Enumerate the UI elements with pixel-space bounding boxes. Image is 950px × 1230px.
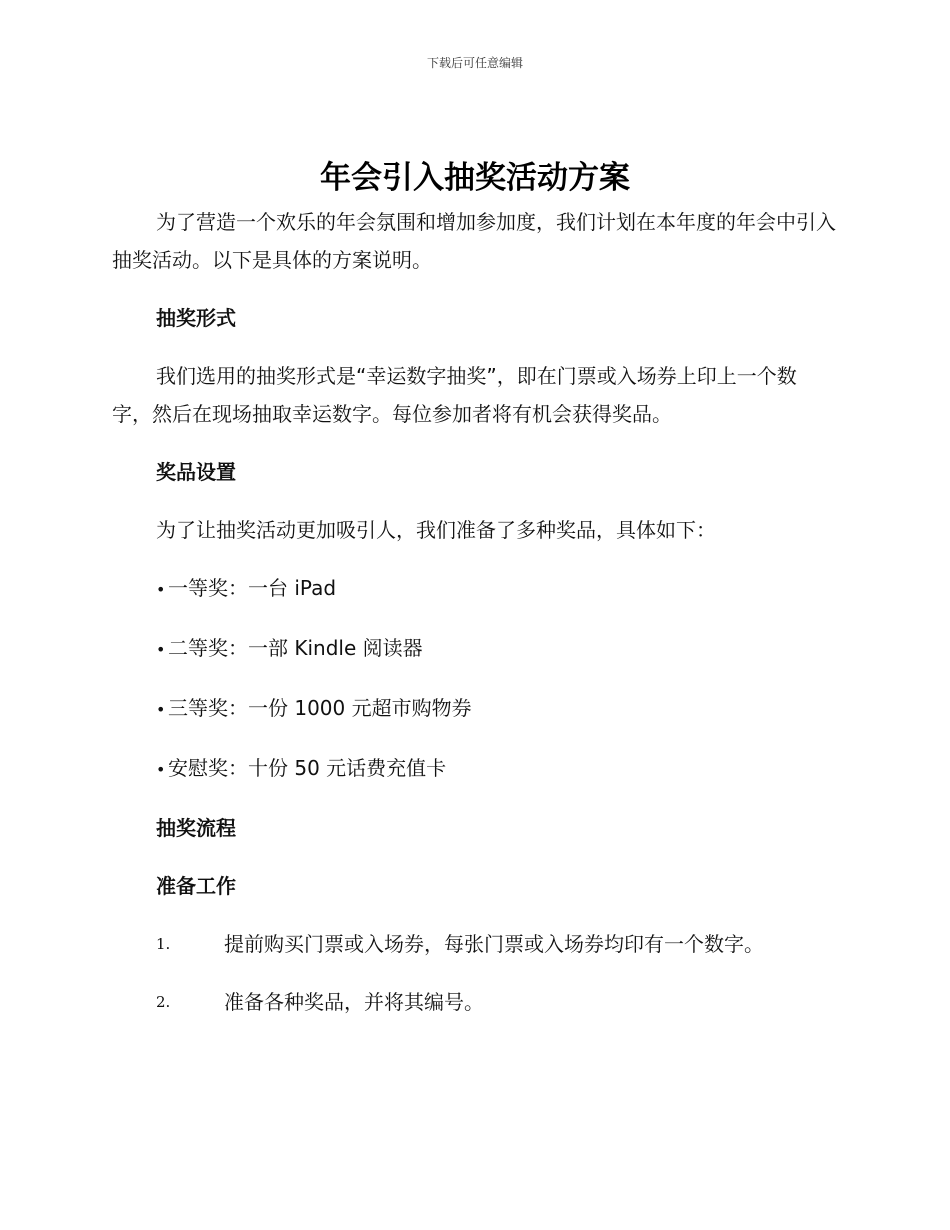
prize-item-text: 三等奖：一份 1000 元超市购物券 <box>168 696 472 720</box>
step-number: 1. <box>156 935 171 953</box>
bullet-icon: • <box>156 700 166 719</box>
prize-item <box>112 749 836 789</box>
section-heading-prizes: 奖品设置 <box>156 460 236 484</box>
prize-item-text: 安慰奖：十份 50 元话费充值卡 <box>168 756 447 780</box>
step-number: 2. <box>156 993 171 1011</box>
page-header-note: 下载后可任意编辑 <box>426 56 523 70</box>
bullet-icon: • <box>156 640 166 659</box>
prize-item <box>112 629 836 669</box>
prize-item <box>112 689 836 729</box>
section-heading-format: 抽奖形式 <box>156 306 236 330</box>
step-text: 提前购买门票或入场券，每张门票或入场券均印有一个数字。 <box>224 932 764 956</box>
document-body <box>112 203 836 1041</box>
section-heading-process: 抽奖流程 <box>156 816 236 840</box>
prize-item <box>112 569 836 609</box>
page-title: 年会引入抽奖活动方案 <box>320 160 630 196</box>
intro-paragraph: 为了营造一个欢乐的年会氛围和增加参加度，我们计划在本年度的年会中引入抽奖活动。以下是具体的方案说明。 <box>112 210 836 272</box>
bullet-icon: • <box>156 580 166 599</box>
prize-item-text: 一等奖：一台 iPad <box>168 576 337 600</box>
subheading-preparation: 准备工作 <box>156 874 236 898</box>
bullet-icon: • <box>156 760 166 779</box>
prize-item-text: 二等奖：一部 Kindle 阅读器 <box>168 636 423 660</box>
format-paragraph: 我们选用的抽奖形式是“幸运数字抽奖”，即在门票或入场券上印上一个数字，然后在现场抽取幸运数字。每位参加者将有机会获得奖品。 <box>112 364 797 426</box>
step-text: 准备各种奖品，并将其编号。 <box>224 990 484 1014</box>
numbered-step <box>112 983 836 1021</box>
prizes-intro: 为了让抽奖活动更加吸引人，我们准备了多种奖品，具体如下： <box>156 518 716 542</box>
numbered-step <box>112 925 836 963</box>
